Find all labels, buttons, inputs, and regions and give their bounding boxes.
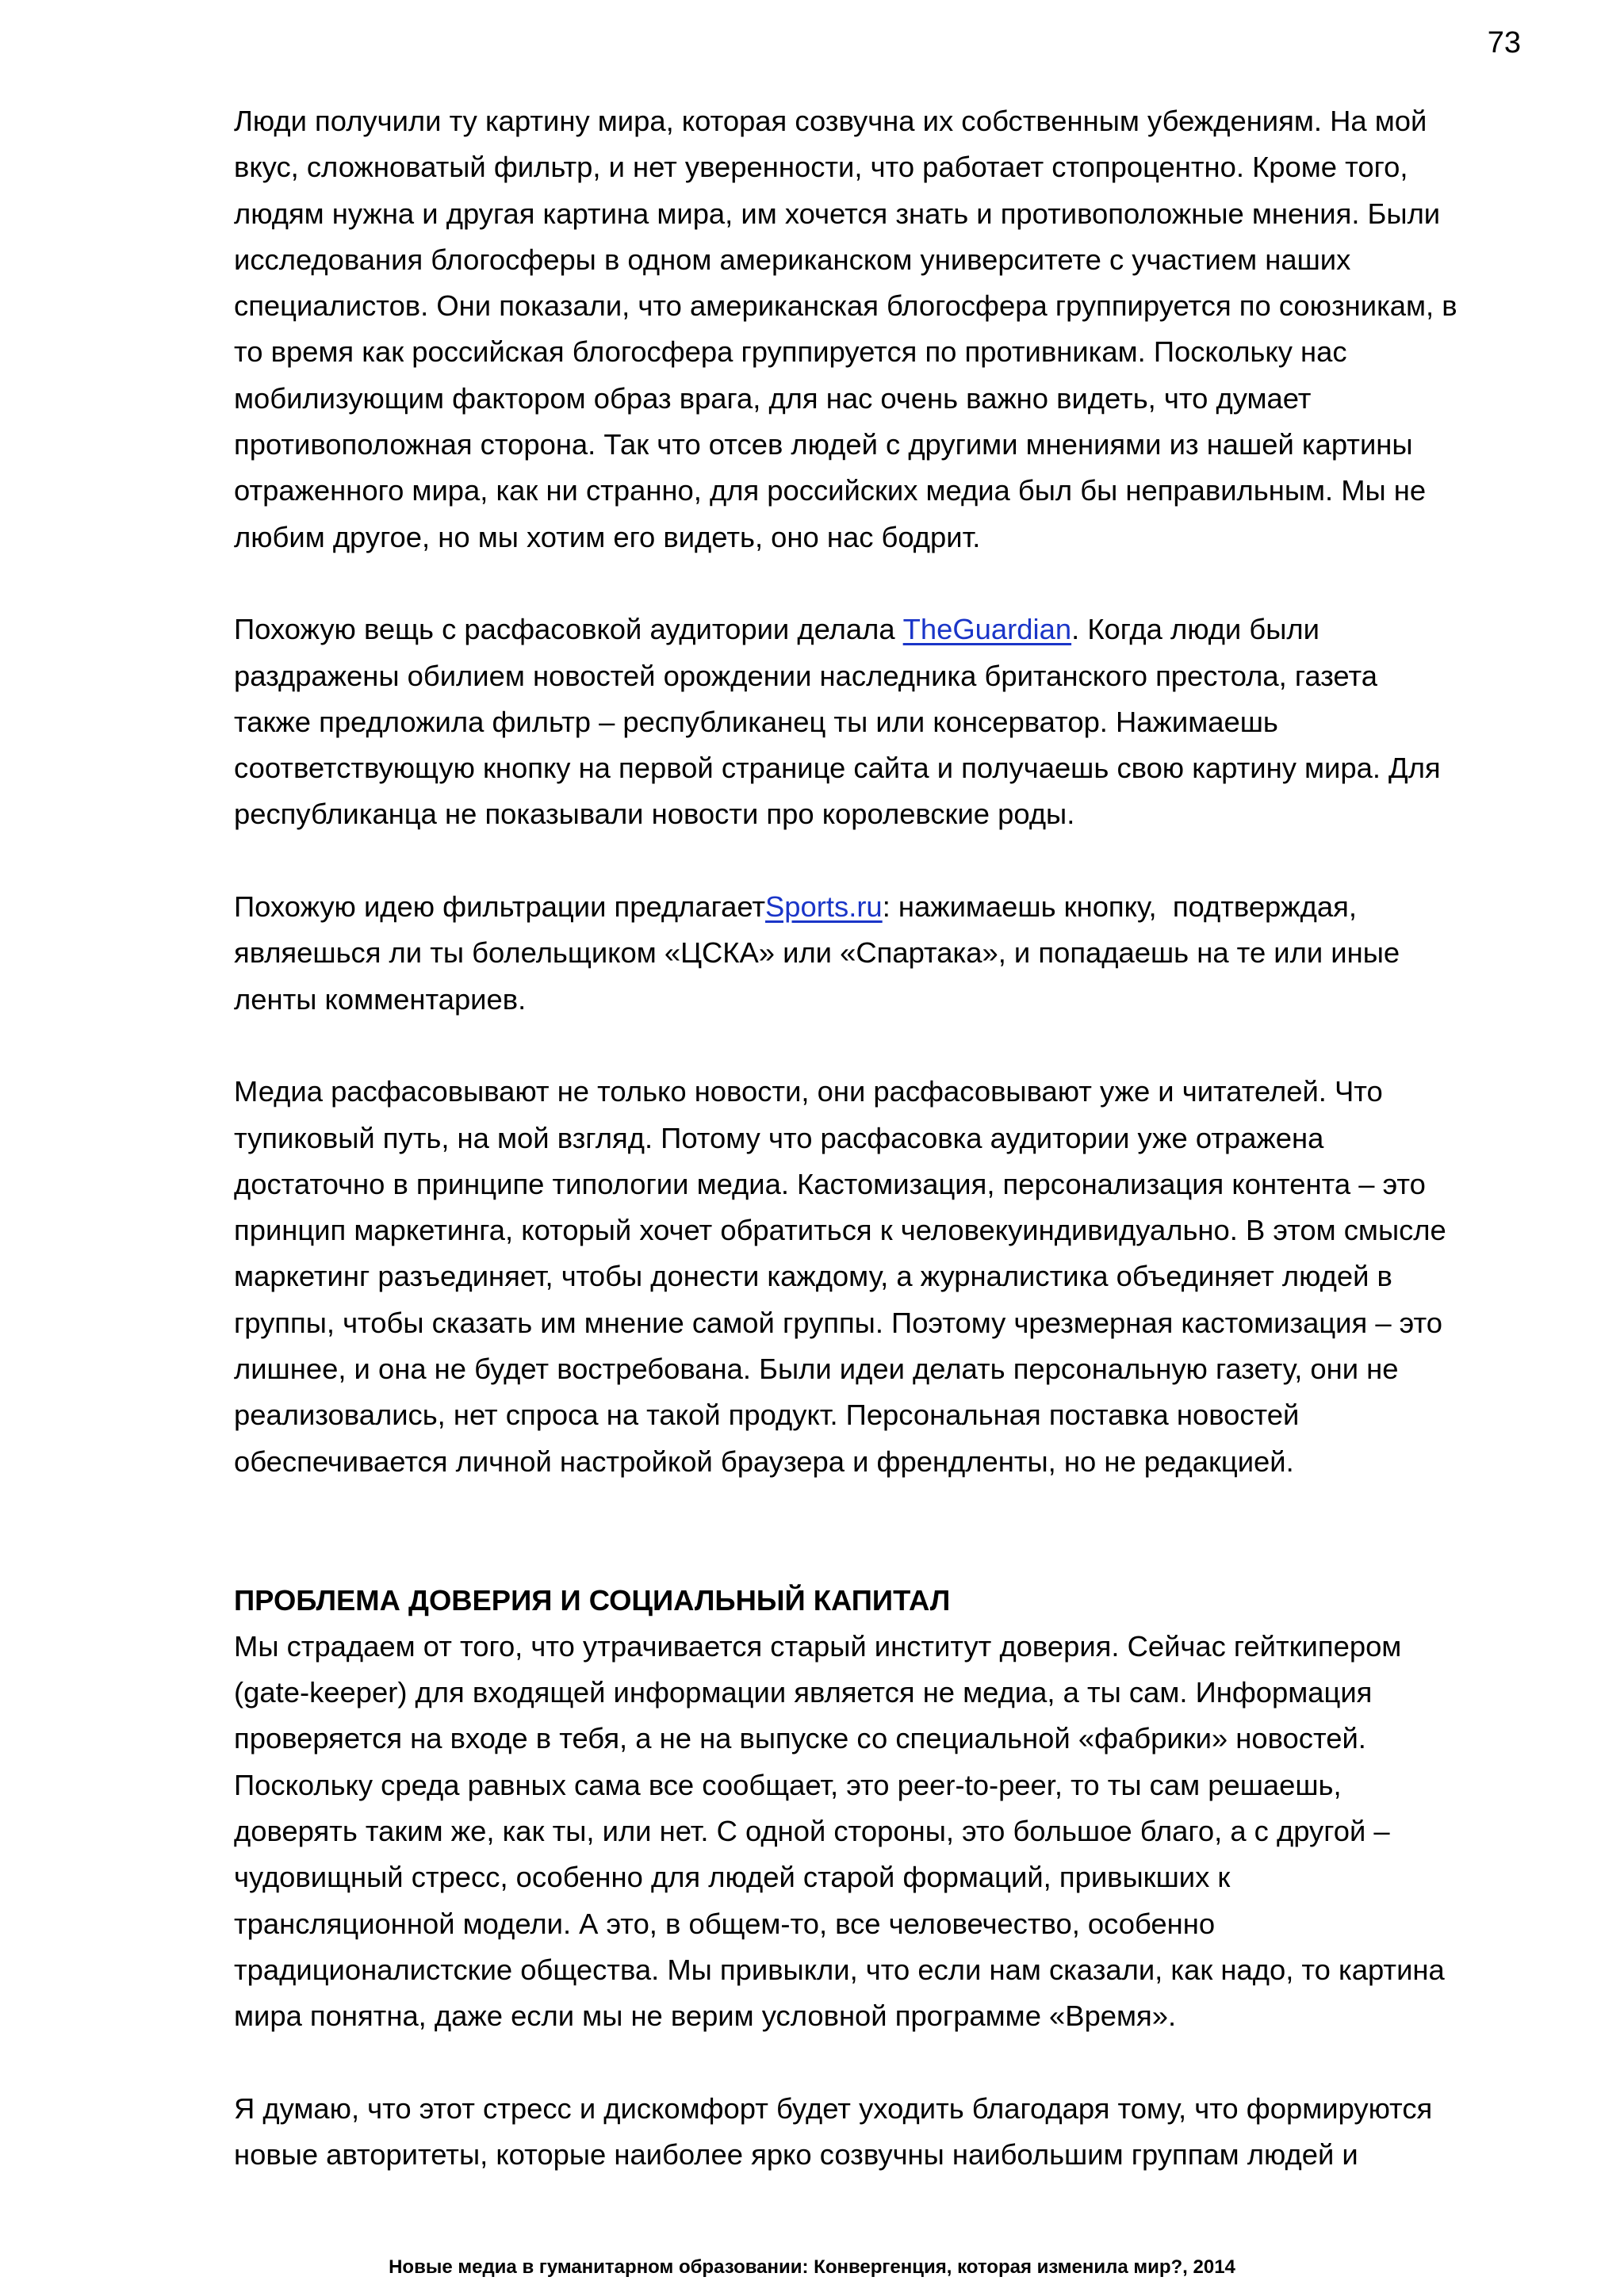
text-line: противоположная сторона. Так что отсев людей с другими мнениями из нашей картины	[234, 428, 1413, 461]
text-line: то время как российская блогосфера группируется по противникам. Поскольку нас	[234, 335, 1347, 369]
text-line: традиционалистские общества. Мы привыкли, что если нам сказали, как надо, то картина	[234, 1953, 1445, 1986]
text-line: Поскольку среда равных сама все сообщает, это peer-to-peer, то ты сам решаешь,	[234, 1768, 1342, 1801]
paragraph-2	[234, 607, 1522, 837]
text-segment: Похожую идею фильтрации предлагает	[234, 890, 766, 924]
text-line: трансляционной модели. А это, в общем-то, все человечество, особенно	[234, 1907, 1216, 1940]
section-spacer	[234, 1485, 1522, 1531]
text-line: лишнее, и она не будет востребована. Были идеи делать персональную газету, они не	[234, 1353, 1399, 1386]
text-line: тупиковый путь, на мой взгляд. Потому что расфасовка аудитории уже отражена	[234, 1121, 1324, 1154]
page-number: 73	[1487, 26, 1521, 59]
text-line: Люди получили ту картину мира, которая созвучна их собственным убеждениям. На мой	[234, 105, 1427, 137]
text-segment: Похожую вещь с расфасовкой аудитории делала	[234, 613, 903, 646]
text-line: доверять таким же, как ты, или нет. С одной стороны, это большое благо, а с другой –	[234, 1814, 1390, 1847]
text-line: Мы страдаем от того, что утрачивается старый институт доверия. Сейчас гейткипером	[234, 1629, 1402, 1663]
text-line: раздражены обилием новостей орождении наследника британского престола, газета	[234, 659, 1377, 692]
text-line: специалистов. Они показали, что американская блогосфера группируется по союзникам, в	[234, 289, 1457, 323]
text-segment: . Когда люди были	[1071, 613, 1320, 646]
paragraph-4	[234, 1069, 1522, 1485]
section-paragraph-1	[234, 1624, 1522, 2040]
text-line: ленты комментариев.	[234, 982, 527, 1016]
text-line: проверяется на входе в тебя, а не на выпуске со специальной «фабрики» новостей.	[234, 1722, 1366, 1755]
text-line: чудовищный стресс, особенно для людей старой формаций, привыкших к	[234, 1861, 1231, 1894]
text-line: принцип маркетинга, который хочет обратиться к человекуиндивидуально. В этом смысле	[234, 1214, 1446, 1247]
text-line: любим другое, но мы хотим его видеть, оно нас бодрит.	[234, 520, 981, 553]
text-line: вкус, сложноватый фильтр, и нет уверенности, что работает стопроцентно. Кроме того,	[234, 151, 1408, 184]
text-line: Я думаю, что этот стресс и дискомфорт будет уходить благодаря тому, что формируются	[234, 2091, 1433, 2125]
text-segment: : нажимаешь кнопку, подтверждая,	[882, 890, 1357, 924]
text-line: исследования блогосферы в одном американском университете с участием наших	[234, 243, 1351, 276]
paragraph-1	[234, 98, 1522, 561]
sports-ru-link[interactable]: Sports.ru	[765, 890, 883, 924]
text-line: (gate-keeper) для входящей информации является не медиа, а ты сам. Информация	[234, 1676, 1373, 1709]
text-line: мобилизующим фактором образ врага, для нас очень важно видеть, что думает	[234, 381, 1312, 415]
text-line: маркетинг разъединяет, чтобы донести каждому, а журналистика объединяет людей в	[234, 1260, 1392, 1293]
text-line: отраженного мира, как ни странно, для российских медиа был бы неправильным. Мы не	[234, 474, 1427, 507]
text-line	[234, 607, 1522, 652]
page-content	[234, 98, 1522, 2178]
text-line: достаточно в принципе типологии медиа. Кастомизация, персонализация контента – это	[234, 1167, 1426, 1200]
text-line: группы, чтобы сказать им мнение самой группы. Поэтому чрезмерная кастомизация – это	[234, 1306, 1442, 1339]
text-line: новые авторитеты, которые наиболее ярко созвучны наибольшим группам людей и	[234, 2138, 1358, 2172]
text-line: реализовались, нет спроса на такой продукт. Персональная поставка новостей	[234, 1399, 1300, 1432]
text-line: являешься ли ты болельщиком «ЦСКА» или «Спартака», и попадаешь на те или иные	[234, 936, 1400, 970]
theguardian-link[interactable]: TheGuardian	[902, 613, 1072, 646]
text-line	[234, 884, 1522, 930]
text-line: обеспечивается личной настройкой браузера и френдленты, но не редакцией.	[234, 1445, 1294, 1478]
text-line: республиканца не показывали новости про королевские роды.	[234, 798, 1075, 831]
text-line: соответствующую кнопку на первой странице сайта и получаешь свою картину мира. Для	[234, 752, 1441, 785]
section-heading: ПРОБЛЕМА ДОВЕРИЯ И СОЦИАЛЬНЫЙ КАПИТАЛ	[234, 1583, 951, 1617]
section-spacer	[234, 1531, 1522, 1577]
page-footer: Новые медиа в гуманитарном образовании: Конвергенция, которая изменила мир?, 2014	[389, 2256, 1235, 2278]
text-line: Медиа расфасовывают не только новости, они расфасовывают уже и читателей. Что	[234, 1075, 1383, 1108]
text-line: мира понятна, даже если мы не верим условной программе «Время».	[234, 1999, 1177, 2033]
text-line: людям нужна и другая картина мира, им хочется знать и противоположные мнения. Были	[234, 197, 1441, 230]
text-line: также предложила фильтр – республиканец ты или консерватор. Нажимаешь	[234, 705, 1278, 738]
section-paragraph-2	[234, 2086, 1522, 2179]
paragraph-3	[234, 884, 1522, 1023]
